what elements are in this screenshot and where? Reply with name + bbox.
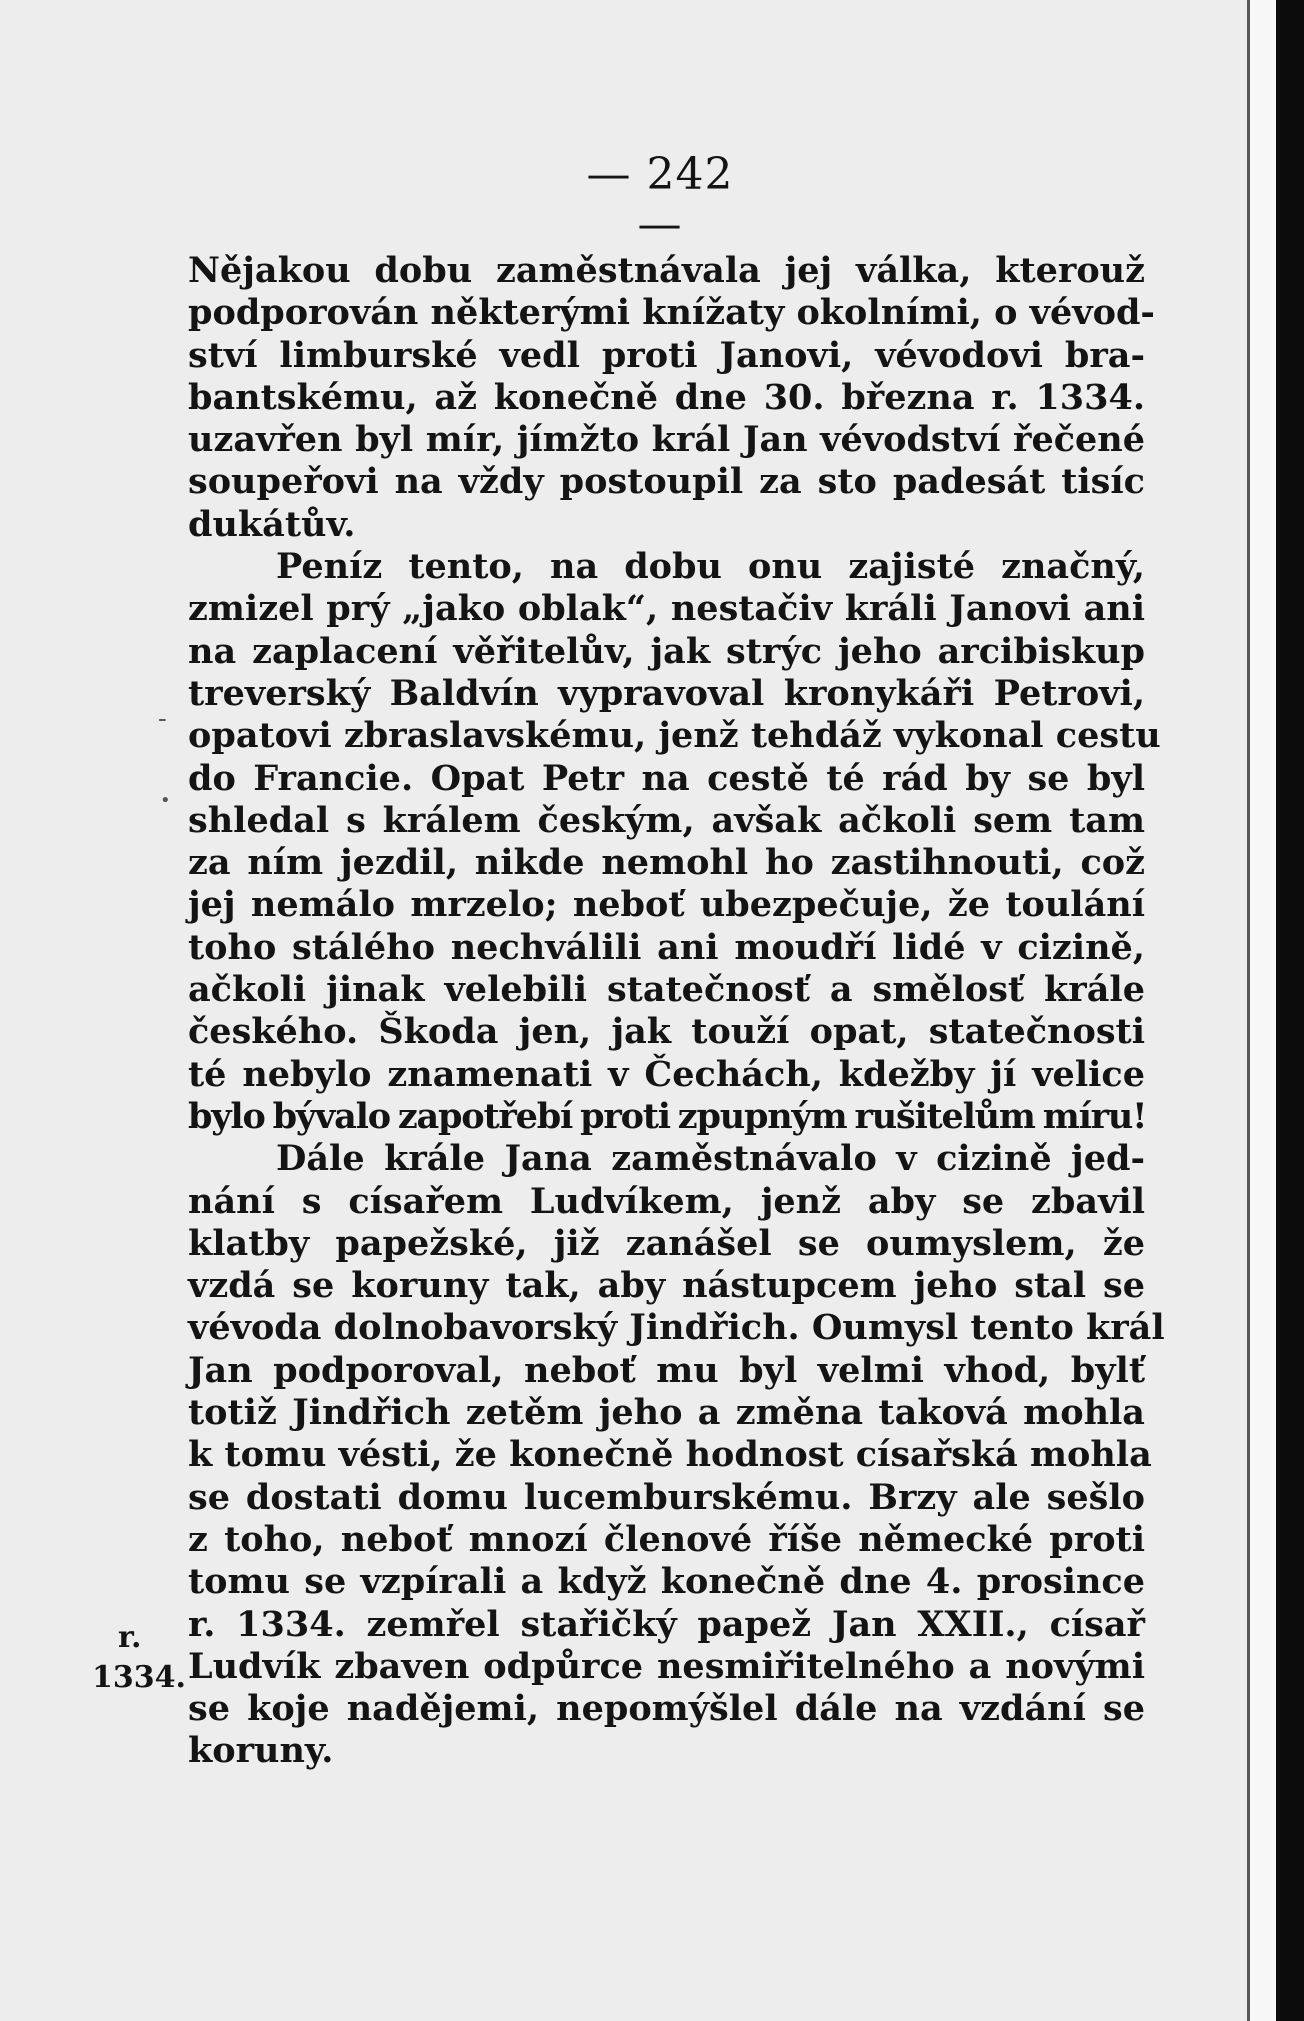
text-line: bantskému, až konečně dne 30. března r. 1334. — [188, 376, 1145, 418]
text-line: nání s císařem Ludvíkem, jenž aby se zbavil — [188, 1180, 1145, 1222]
text-line: tomu se vzpírali a když konečně dne 4. prosince — [188, 1561, 1145, 1603]
page-number: — 242 — — [586, 149, 734, 250]
text-line: treverský Baldvín vypravoval kronykáři Petrovi, — [188, 672, 1145, 714]
text-line: se dostati domu lucemburskému. Brzy ale sešlo — [188, 1476, 1145, 1518]
text-line: totiž Jindřich zetěm jeho a změna taková mohla — [188, 1392, 1145, 1434]
text-line: vévoda dolnobavorský Jindřich. Oumysl tento král — [188, 1307, 1165, 1349]
body-text — [188, 250, 1165, 1773]
text-line: jej nemálo mrzelo; neboť ubezpečuje, že toulání — [188, 884, 1145, 926]
text-line: uzavřen byl mír, jímžto král Jan vévodství řečené — [188, 419, 1145, 461]
margin-dot-mark: • — [160, 790, 171, 811]
text-line: Jan podporoval, neboť mu byl velmi vhod, bylť — [188, 1349, 1145, 1391]
text-line: bylo bývalo zapotřebí proti zpupným rušitelům míru! — [188, 1095, 1147, 1137]
page-edge-light — [1250, 0, 1276, 2021]
text-line: z toho, neboť mnozí členové říše německé proti — [188, 1518, 1145, 1560]
text-line: podporován některými knížaty okolními, o vévod- — [188, 292, 1155, 334]
text-line: Ludvík zbaven odpůrce nesmiřitelného a novými — [188, 1645, 1145, 1687]
text-line: k tomu vésti, že konečně hodnost císařská mohla — [188, 1434, 1152, 1476]
text-line: dukátův. — [188, 503, 356, 545]
text-line: r. 1334. zemřel stařičký papež Jan XXII., císař — [188, 1603, 1145, 1645]
text-line: českého. Škoda jen, jak touží opat, statečnosti — [188, 1011, 1145, 1053]
margin-note-year: 1334. — [92, 1660, 186, 1695]
text-line: se koje nadějemi, nepomýšlel dále na vzdání se — [188, 1688, 1145, 1730]
text-line: té nebylo znamenati v Čechách, kdežby jí velice — [188, 1053, 1145, 1095]
margin-note-year-label: r. — [118, 1620, 142, 1655]
margin-dash-mark: - — [158, 704, 167, 734]
text-line: opatovi zbraslavskému, jenž tehdáž vykonal cestu — [188, 715, 1161, 757]
text-line: shledal s králem českým, avšak ačkoli sem tam — [188, 799, 1145, 841]
book-binding-edge — [1276, 0, 1304, 2021]
text-line: ačkoli jinak velebili statečnosť a smělosť krále — [188, 969, 1145, 1011]
text-line: klatby papežské, již zanášel se oumyslem, že — [188, 1222, 1145, 1264]
text-line: za ním jezdil, nikde nemohl ho zastihnouti, což — [188, 842, 1145, 884]
text-line: zmizel prý „jako oblak“, nestačiv králi Janovi ani — [188, 588, 1145, 630]
paragraph-start: Peníz tento, na dobu onu zajisté značný, — [276, 546, 1145, 588]
text-line: Nějakou dobu zaměstnávala jej válka, kterouž — [188, 250, 1145, 291]
text-line: na zaplacení věřitelův, jak strýc jeho arcibiskup — [188, 630, 1145, 672]
text-line: toho stálého nechválili ani moudří lidé v cizině, — [188, 926, 1145, 968]
text-line: soupeřovi na vždy postoupil za sto padesát tisíc — [188, 461, 1145, 503]
text-line: ství limburské vedl proti Janovi, vévodovi bra- — [188, 334, 1145, 376]
paragraph-start: Dále krále Jana zaměstnávalo v cizině jed- — [276, 1138, 1145, 1180]
text-line: vzdá se koruny tak, aby nástupcem jeho stal se — [188, 1265, 1145, 1307]
text-line: koruny. — [188, 1730, 334, 1772]
text-line: do Francie. Opat Petr na cestě té rád by se byl — [188, 757, 1145, 799]
